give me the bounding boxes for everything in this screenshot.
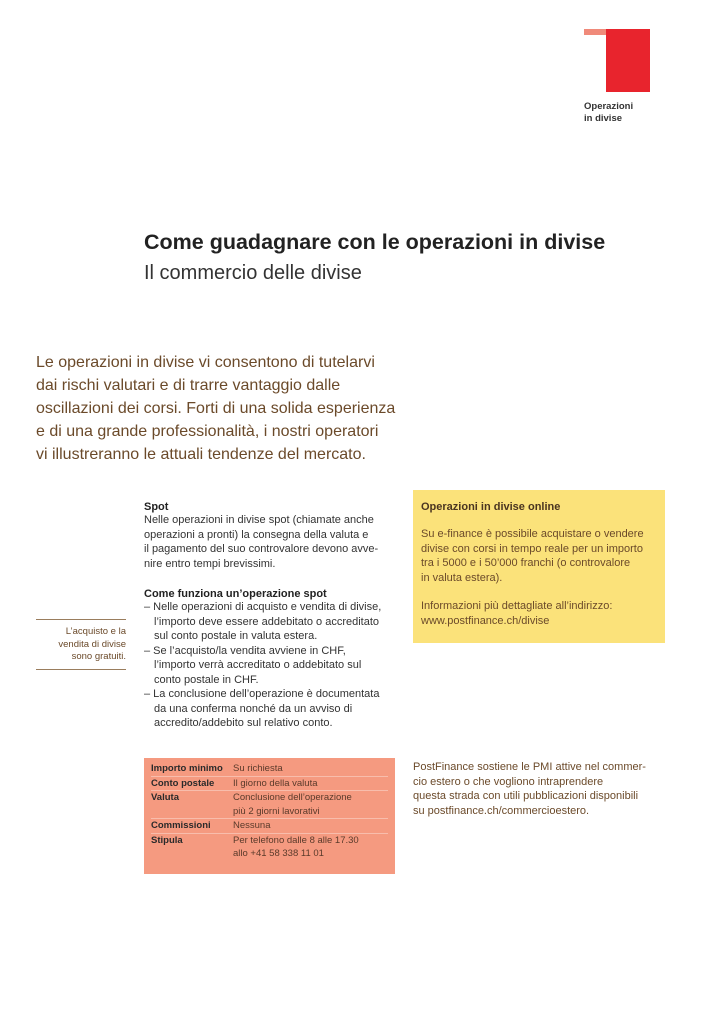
page-subtitle: Il commercio delle divise (144, 262, 362, 284)
online-line: in valuta estera). (421, 571, 503, 584)
online-heading: Operazioni in divise online (421, 501, 561, 513)
table-value: Su richiesta (233, 763, 283, 774)
pmi-line: PostFinance sostiene le PMI attive nel commer- (413, 761, 646, 773)
pmi-paragraph (413, 760, 673, 818)
spot-body (144, 513, 404, 571)
logo-red-block (606, 29, 650, 92)
table-row (151, 791, 388, 819)
spot-section (144, 501, 404, 571)
howto-section (144, 588, 404, 731)
table-row (151, 819, 388, 834)
pmi-line: su postfinance.ch/commercioestero. (413, 804, 590, 817)
online-line: divise con corsi in tempo reale per un importo (421, 542, 643, 555)
side-note-line: L’acquisto e la (65, 626, 126, 637)
online-line: tra i 5000 e i 50’000 franchi (o controvalore (421, 557, 631, 569)
logo-accent-light (584, 29, 606, 35)
howto-line: – La conclusione dell’operazione è documentata (144, 688, 380, 700)
table-label: Commissioni (151, 820, 211, 831)
lead-line: Le operazioni in divise vi consentono di tutelarvi (36, 354, 375, 371)
howto-line: da una conferma nonché da un avviso di (154, 702, 353, 715)
table-row (151, 777, 388, 792)
table-value: Conclusione dell’operazione più 2 giorni lavorativi (233, 792, 352, 817)
howto-line: accredito/addebito sul relativo conto. (154, 717, 333, 729)
online-paragraph (421, 527, 657, 585)
spot-line: nire entro tempi brevissimi. (144, 557, 276, 570)
online-link[interactable]: www.postfinance.ch/divise (421, 614, 550, 627)
howto-heading: Come funziona un’operazione spot (144, 588, 327, 600)
online-more-info (421, 599, 657, 628)
pmi-line: questa strada con utili pubblicazioni disponibili (413, 790, 639, 802)
spot-heading: Spot (144, 501, 169, 513)
howto-line: sul conto postale in valuta estera. (154, 630, 318, 642)
howto-line: l’importo deve essere addebitato o accreditato (154, 615, 380, 628)
spot-line: il pagamento del suo controvalore devono avve- (144, 543, 379, 555)
pmi-line: cio estero o che vogliono intraprendere (413, 775, 604, 788)
table-value: Nessuna (233, 820, 271, 831)
howto-line: l’importo verrà accreditato o addebitato sul (154, 659, 362, 671)
lead-line: vi illustreranno le attuali tendenze del mercato. (36, 446, 366, 463)
table-row (151, 834, 388, 861)
lead-line: oscillazioni dei corsi. Forti di una solida esperienza (36, 400, 396, 417)
spot-line: operazioni a pronti) la consegna della valuta e (144, 528, 369, 541)
table-value: Il giorno della valuta (233, 777, 318, 789)
lead-paragraph (36, 351, 426, 466)
table-label: Stipula (151, 834, 183, 846)
table-value: Per telefono dalle 8 alle 17.30 allo +41 58 338 11 01 (233, 834, 359, 859)
howto-list (144, 600, 404, 731)
howto-line: conto postale in CHF. (154, 673, 259, 686)
side-note (36, 619, 126, 670)
table-row (151, 762, 388, 777)
howto-line: – Nelle operazioni di acquisto e vendita di divise, (144, 601, 382, 613)
lead-line: dai rischi valutari e di trarre vantaggio dalle (36, 377, 341, 394)
howto-line: – Se l’acquisto/la vendita avviene in CHF, (144, 644, 346, 657)
lead-line: e di una grande professionalità, i nostri operatori (36, 423, 379, 440)
side-note-line: sono gratuiti. (71, 651, 126, 662)
page-title: Come guadagnare con le operazioni in divise (144, 230, 606, 254)
online-info-box (413, 490, 665, 643)
side-note-line: vendita di divise (58, 638, 126, 650)
online-line: Informazioni più dettagliate all’indirizzo: (421, 600, 613, 612)
brochure-label: Operazioni in divise (584, 101, 634, 124)
table-label: Importo minimo (151, 763, 223, 774)
table-label: Conto postale (151, 777, 215, 789)
online-line: Su e-finance è possibile acquistare o vendere (421, 528, 644, 540)
table-label: Valuta (151, 792, 179, 803)
spot-line: Nelle operazioni in divise spot (chiamate anche (144, 514, 374, 526)
conditions-table (144, 758, 395, 874)
